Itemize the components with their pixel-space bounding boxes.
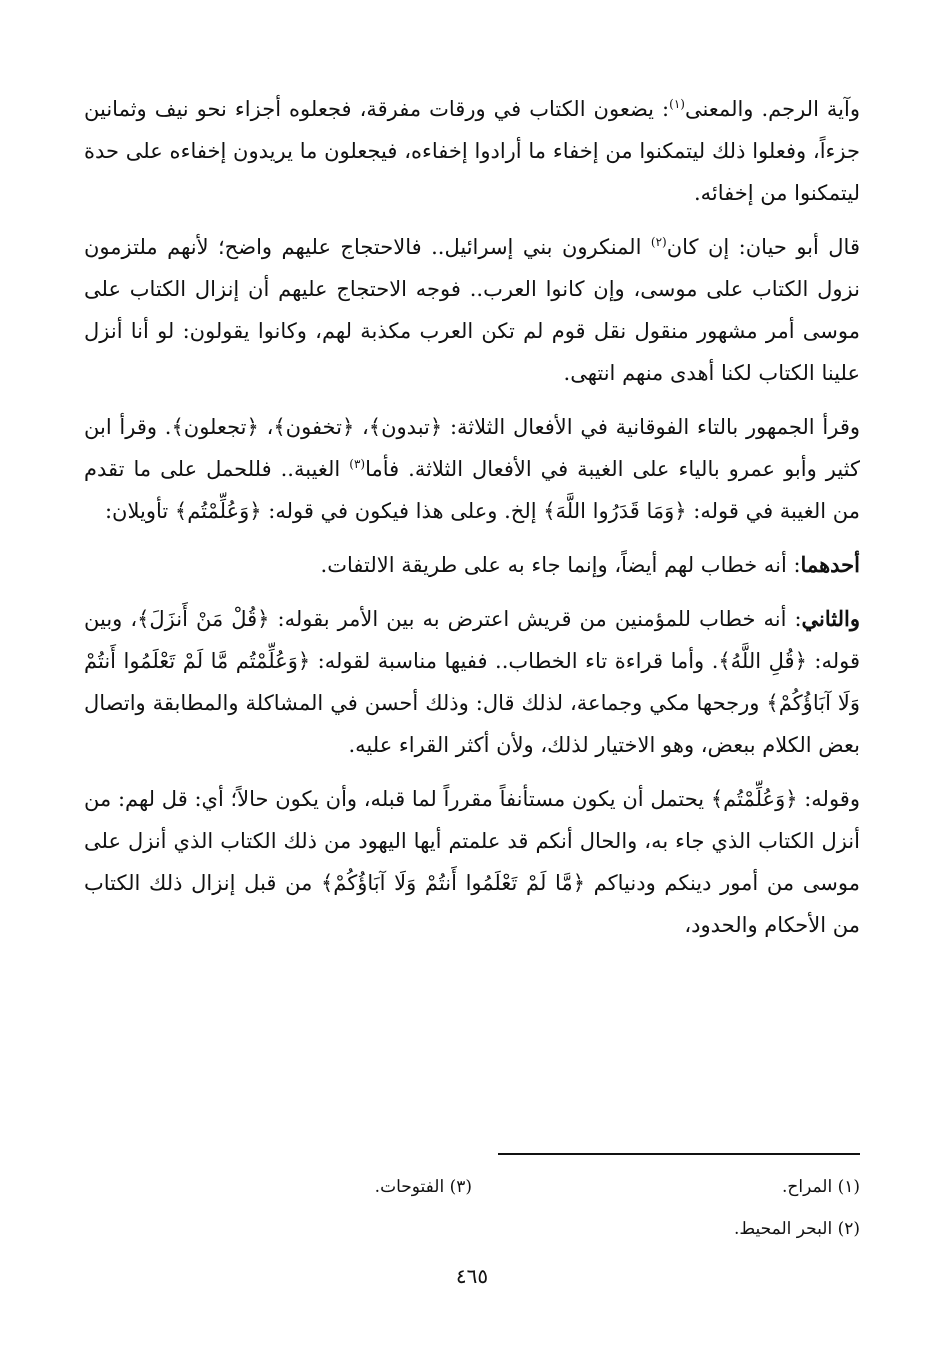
paragraph-p6: وقوله: ﴿وَعُلِّمْتُم﴾ يحتمل أن يكون مستأنفاً مقرراً لما قبله، وأن يكون حالاً؛ أي: قل لهم: من أنزل الكتاب الذي جاء به، والحال أنكم قد علمتم أيها اليهود من ذلك الكتاب الذي أنزل على موسى من أمور دينكم ودنياكم ﴿مَّا لَمْ تَعْلَمُوا أَنتُمْ وَلَا آبَاؤُكُمْ﴾ من قبل إنزال ذلك الكتاب من الأحكام والحدود، <box>84 787 860 937</box>
footnote-ref: (٢) <box>650 235 667 249</box>
footnote-2: (٢) البحر المحيط. <box>734 1219 860 1239</box>
paragraph-p3: وقرأ الجمهور بالتاء الفوقانية في الأفعال الثلاثة: ﴿تبدون﴾، ﴿تخفون﴾، ﴿تجعلون﴾. وقرأ ابن كثير وأبو عمرو بالياء على الغيبة في الأفعال الثلاثة. فأما$^{(٣)}$ الغيبة.. فللحمل على ما تقدم من الغيبة في قوله: ﴿وَمَا قَدَرُوا اللَّهَ﴾ إلخ. وعلى هذا فيكون في قوله: ﴿وَعُلِّمْتُم﴾ تأويلان: <box>84 415 860 523</box>
footnote-ref: (١) <box>669 97 685 111</box>
bold-heading: والثاني <box>801 606 860 631</box>
footnote-ref: (٣) <box>349 457 366 471</box>
paragraph-p5: والثاني: أنه خطاب للمؤمنين من قريش اعترض به بين الأمر بقوله: ﴿قُلْ مَنْ أَنزَلَ﴾، وبين قوله: ﴿قُلِ اللَّهُ﴾. وأما قراءة تاء الخطاب.. ففيها مناسبة لقوله: ﴿وَعُلِّمْتُم مَّا لَمْ تَعْلَمُوا أَنتُمْ وَلَا آبَاؤُكُمْ﴾ ورجحها مكي وجماعة، لذلك قال: وذلك أحسن في المشاكلة والمطابقة واتصال بعض الكلام ببعض، وهو الاختيار لذلك، ولأن أكثر القراء عليه. <box>84 606 860 757</box>
footnote-3: (٣) الفتوحات. <box>374 1177 472 1197</box>
footnote-row <box>84 1166 860 1208</box>
page-number: ٤٦٥ <box>455 1264 489 1288</box>
paragraph-p4: أحدهما: أنه خطاب لهم أيضاً، وإنما جاء به على طريقة الالتفات. <box>320 552 860 577</box>
footnote-row <box>84 1208 860 1250</box>
bold-heading: أحدهما <box>800 552 860 577</box>
footnote-1: (١) المراح. <box>781 1177 860 1197</box>
paragraph-p2: قال أبو حيان: إن كان$^{(٢)}$ المنكرون بني إسرائيل.. فالاحتجاج عليهم واضح؛ لأنهم ملتزمون نزول الكتاب على موسى، وإن كانوا العرب.. فوجه الاحتجاج عليهم أن إنزال الكتاب على موسى أمر مشهور منقول نقل قوم لم تكن العرب مكذبة لهم، وكانوا يقولون: لو أنا أنزل علينا الكتاب لكنا أهدى منهم انتهى. <box>84 235 860 385</box>
footnote-divider <box>498 1153 860 1155</box>
body-text <box>84 88 860 946</box>
footnotes <box>84 1166 860 1250</box>
paragraph-p1: وآية الرجم. والمعنى$^{(١)}$: يضعون الكتاب في ورقات مفرقة، فجعلوه أجزاء نحو نيف وثمانين جزءاً، وفعلوا ذلك ليتمكنوا من إخفاء ما أرادوا إخفاءه، فيجعلون ما يريدون إخفاءه على حدة ليتمكنوا من إخفائه. <box>84 97 861 205</box>
